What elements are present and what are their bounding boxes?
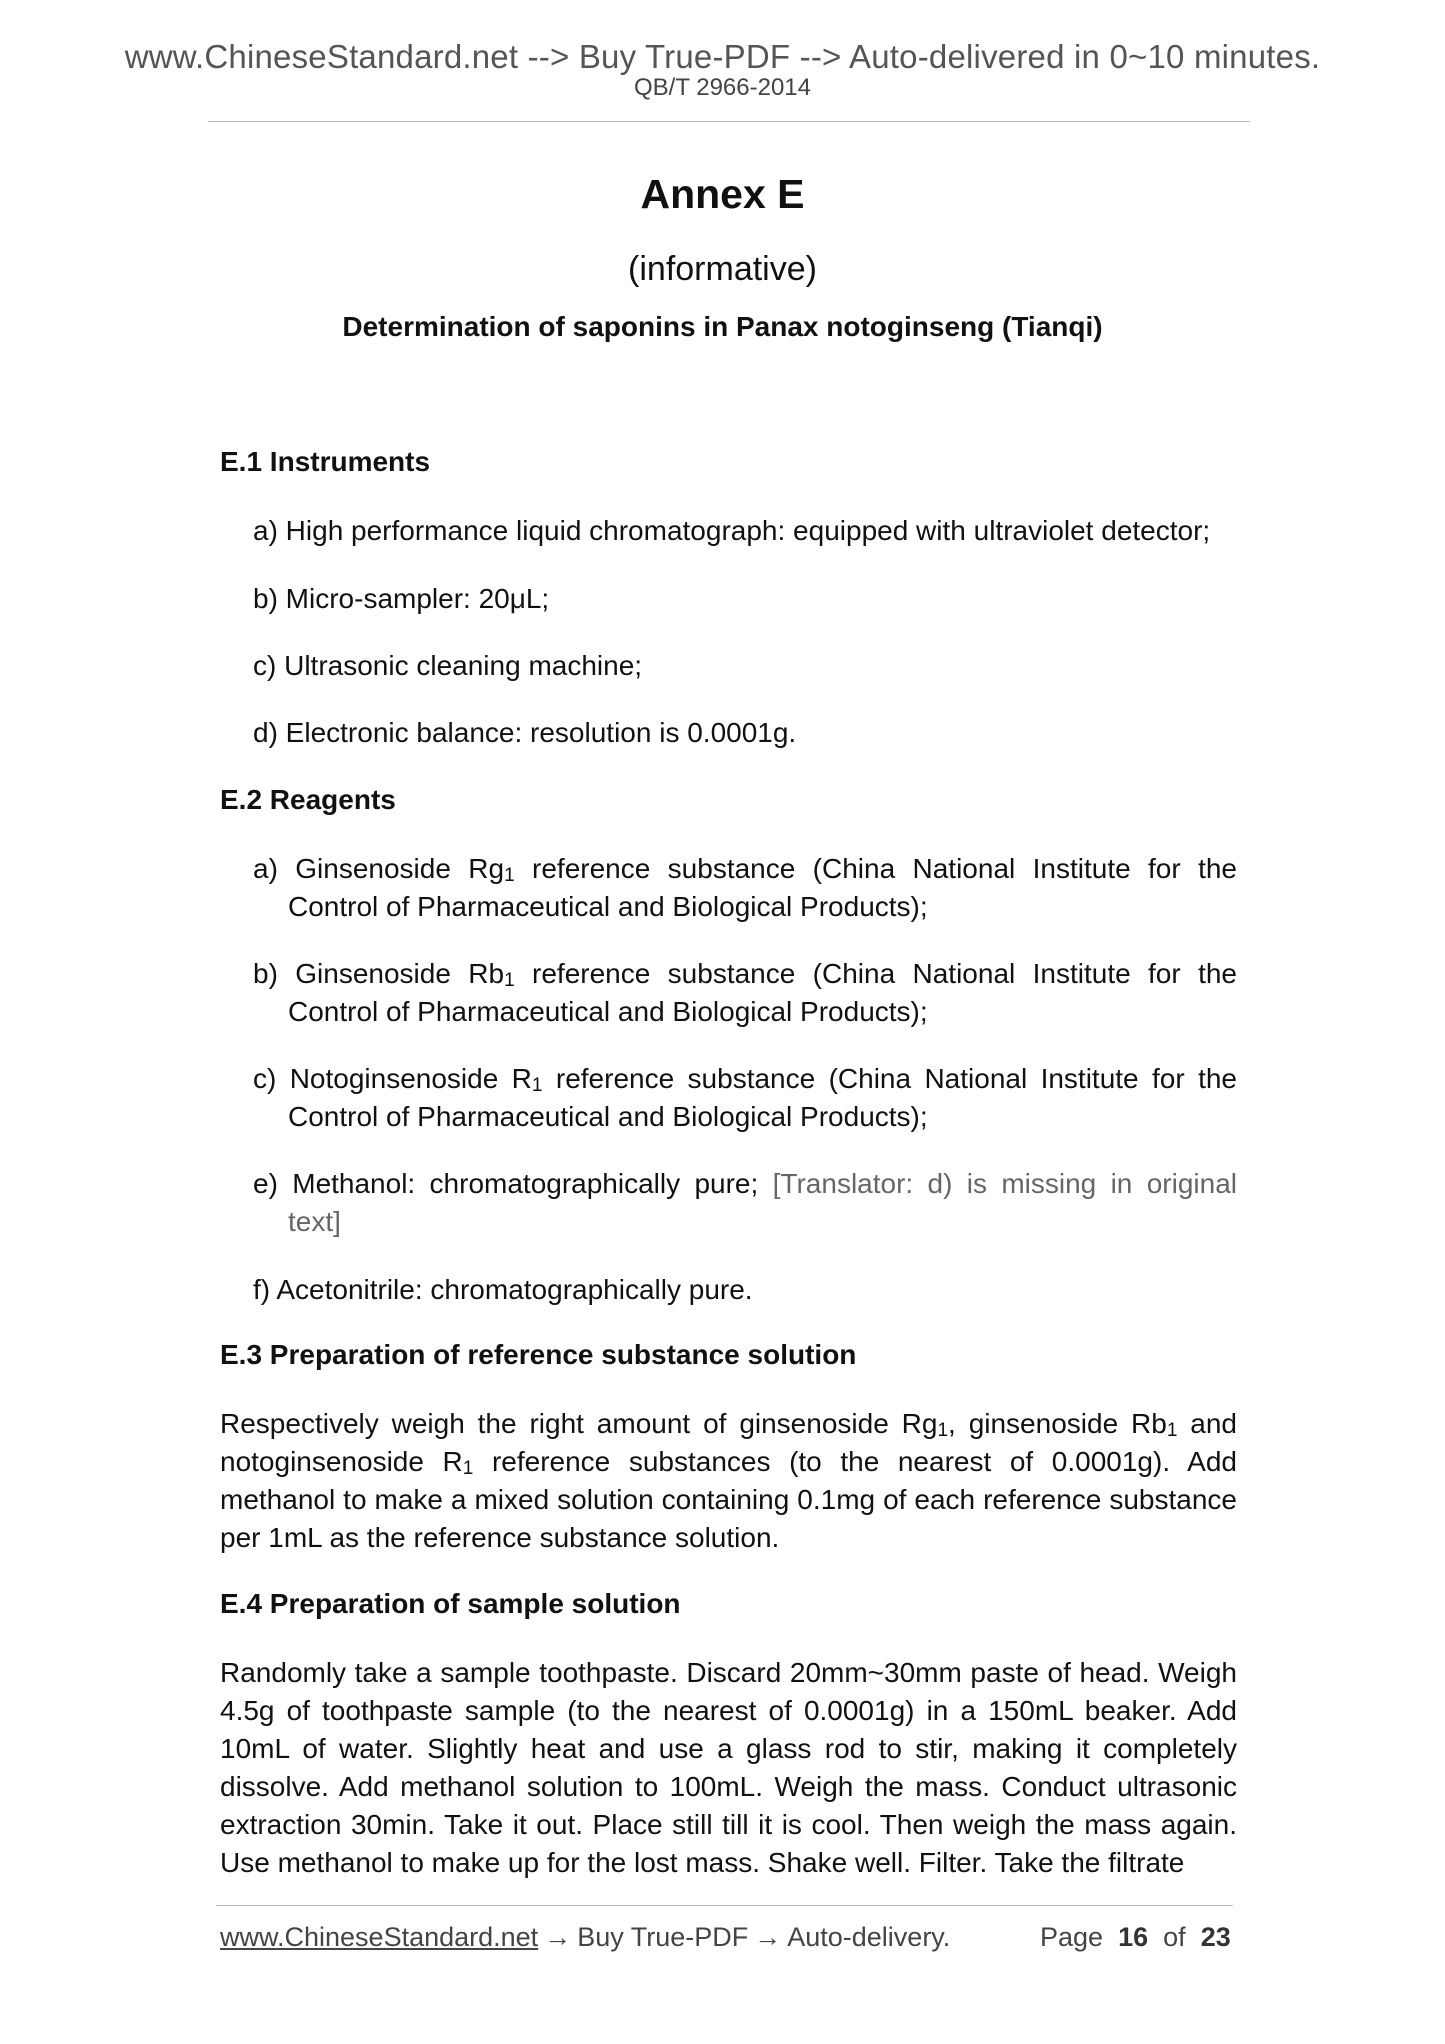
page-label: Page xyxy=(1040,1922,1104,1952)
section-heading-e3: E.3 Preparation of reference substance solution xyxy=(220,1339,857,1370)
subscript: 1 xyxy=(531,1075,543,1096)
reagent-line xyxy=(253,1165,1237,1203)
footer-text xyxy=(220,1922,950,1953)
reagent-item-c xyxy=(253,1060,1237,1136)
standard-number: QB/T 2966-2014 xyxy=(633,74,811,101)
reagent-name: a) Ginsenoside Rg xyxy=(253,853,505,884)
annex-type: (informative) xyxy=(628,250,817,288)
reagent-name: b) Ginsenoside Rb xyxy=(253,958,505,989)
text-run: reference substances (to the nearest of 0.0001g). Add methanol to make a mixed solution containing 0.1mg of each reference substance per 1mL as the reference substance solution. xyxy=(220,1446,1237,1553)
reagent-item-e xyxy=(253,1165,1237,1241)
reagent-item-f: f) Acetonitrile: chromatographically pure. xyxy=(253,1274,753,1305)
page-total: 23 xyxy=(1200,1922,1231,1952)
subscript: 1 xyxy=(937,1420,949,1441)
text-run: and notoginsenoside R xyxy=(220,1408,1238,1477)
annex-subtitle: Determination of saponins in Panax notoginseng (Tianqi) xyxy=(342,311,1103,342)
footer-buy: Buy True-PDF xyxy=(577,1922,749,1952)
reagent-line xyxy=(253,1060,1237,1098)
header-divider xyxy=(208,121,1250,122)
reagent-item-a xyxy=(253,850,1237,926)
instrument-item: d) Electronic balance: resolution is 0.0001g. xyxy=(253,717,797,748)
reagent-name: e) Methanol: chromatographically pure; xyxy=(253,1168,773,1199)
page-indicator xyxy=(1040,1922,1231,1953)
reagent-name: c) Notoginsenoside R xyxy=(253,1063,532,1094)
translator-note-cont: text] xyxy=(288,1206,341,1237)
footer-site-link[interactable]: www.ChineseStandard.net xyxy=(220,1922,539,1952)
e3-paragraph xyxy=(220,1405,1237,1557)
reagent-line xyxy=(253,850,1237,888)
of-label: of xyxy=(1163,1922,1186,1952)
subscript: 1 xyxy=(1166,1420,1178,1441)
section-heading-e4: E.4 Preparation of sample solution xyxy=(220,1588,681,1619)
section-heading-e1: E.1 Instruments xyxy=(220,446,431,477)
reagent-desc: reference substance (China National Institute for the xyxy=(514,958,1237,989)
instrument-item: b) Micro-sampler: 20μL; xyxy=(253,583,550,614)
reagent-cont: Control of Pharmaceutical and Biological Products); xyxy=(288,891,928,922)
text-run: , ginsenoside Rb xyxy=(948,1408,1167,1439)
reagent-desc: reference substance (China National Institute for the xyxy=(542,1063,1237,1094)
subscript: 1 xyxy=(504,970,515,991)
page-number: 16 xyxy=(1118,1922,1149,1952)
translator-note: [Translator: d) is missing in original xyxy=(772,1168,1237,1199)
footer-divider xyxy=(216,1905,1233,1906)
instrument-item: a) High performance liquid chromatograph: equipped with ultraviolet detector; xyxy=(253,515,1211,546)
subscript: 1 xyxy=(462,1458,474,1479)
arrow-icon: → xyxy=(754,1922,782,1952)
reagent-cont: Control of Pharmaceutical and Biological Products); xyxy=(288,1101,928,1132)
footer-auto: Auto-delivery. xyxy=(787,1922,951,1952)
text-run: Respectively weigh the right amount of ginsenoside Rg xyxy=(220,1408,938,1439)
reagent-line xyxy=(253,955,1237,993)
header-banner: www.ChineseStandard.net --> Buy True-PDF --> Auto-delivered in 0~10 minutes. xyxy=(124,38,1321,75)
annex-title: Annex E xyxy=(640,171,805,217)
section-heading-e2: E.2 Reagents xyxy=(220,784,396,815)
reagent-desc: reference substance (China National Institute for the xyxy=(514,853,1237,884)
reagent-item-b xyxy=(253,955,1237,1031)
subscript: 1 xyxy=(504,865,515,886)
reagent-cont: Control of Pharmaceutical and Biological Products); xyxy=(288,996,928,1027)
arrow-icon: → xyxy=(544,1922,572,1952)
instrument-item: c) Ultrasonic cleaning machine; xyxy=(253,650,643,681)
e4-paragraph: Randomly take a sample toothpaste. Discard 20mm~30mm paste of head. Weigh 4.5g of toothpaste sample (to the nearest of 0.0001g) in a 150mL beaker. Add 10mL of water. Slightly heat and use a glass rod to stir, making it completely dissolve. Add methanol solution to 100mL. Weigh the mass. Conduct ultrasonic extraction 30min. Take it out. Place still till it is cool. Then weigh the mass again. Use methanol to make up for the lost mass. Shake well. Filter. Take the filtrate xyxy=(220,1657,1237,1878)
